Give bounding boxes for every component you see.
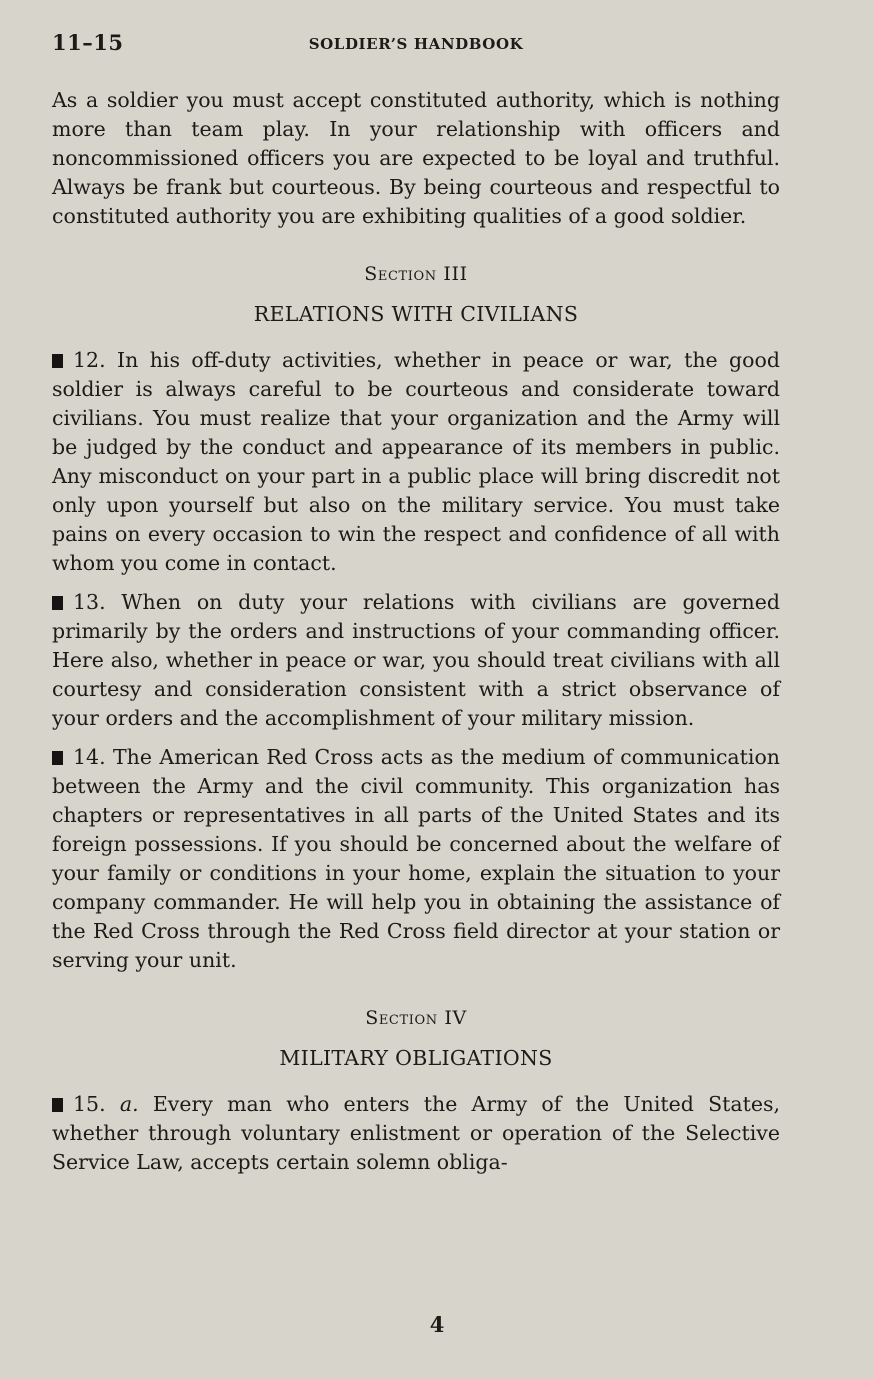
page-number: 4 [429, 1312, 445, 1337]
paragraph-number: 15. [73, 1092, 106, 1116]
section-mark-icon [52, 751, 63, 765]
paragraph-text: The American Red Cross acts as the medium of communication between the Army and the civil community. This organization has chapters or representatives in all parts of the United States and its foreign possessions. If you should be concerned about the welfare of your family or conditions in your home, explain the situation to your company commander. He will help you in obtaining the assistance of the Red Cross through the Red Cross field director at your station or serving your unit. [52, 745, 780, 972]
section-mark-icon [52, 354, 63, 368]
paragraph-number: 13. [73, 590, 106, 614]
paragraph-13 [52, 588, 780, 733]
page-body [52, 86, 780, 1177]
running-head [52, 30, 780, 58]
paragraph-text: Every man who enters the Army of the United States, whether through voluntary enlistment or operation of the Selective Service Law, accepts certain solemn obliga- [52, 1092, 780, 1174]
intro-paragraph: As a soldier you must accept constituted authority, which is nothing more than team play. In your relationship with officers and noncommissioned officers you are expected to be loyal and truthful. Always be frank but courteous. By being courteous and respectful to constituted authority you are exhibiting qualities of a good soldier. [52, 88, 780, 228]
section-label-3: Section III [364, 263, 468, 285]
folio: 11–15 [52, 30, 124, 55]
section-title-3: RELATIONS WITH CIVILIANS [253, 302, 579, 326]
paragraph-number: 14. [73, 745, 106, 769]
book-title: SOLDIER’S HANDBOOK [308, 35, 524, 53]
section-mark-icon [52, 1098, 63, 1112]
paragraph-12 [52, 346, 780, 578]
section-title-4: MILITARY OBLIGATIONS [279, 1046, 553, 1070]
paragraph-15 [52, 1090, 780, 1177]
item-letter: a. [119, 1092, 139, 1116]
section-mark-icon [52, 596, 63, 610]
paragraph-number: 12. [73, 348, 106, 372]
paragraph-text: In his off-duty activities, whether in peace or war, the good soldier is always careful to be courteous and considerate toward civilians. You must realize that your organization and the Army will be judged by the conduct and appearance of its members in public. Any misconduct on your part in a public place will bring discredit not only upon yourself but also on the military service. You must take pains on every occasion to win the respect and confidence of all with whom you come in contact. [52, 348, 780, 575]
section-label-4: Section IV [365, 1007, 467, 1029]
paragraph-14 [52, 743, 780, 975]
paragraph-text: When on duty your relations with civilians are governed primarily by the orders and instructions of your commanding officer. Here also, whether in peace or war, you should treat civilians with all courtesy and consideration consistent with a strict observance of your orders and the accomplishment of your military mission. [52, 590, 780, 730]
